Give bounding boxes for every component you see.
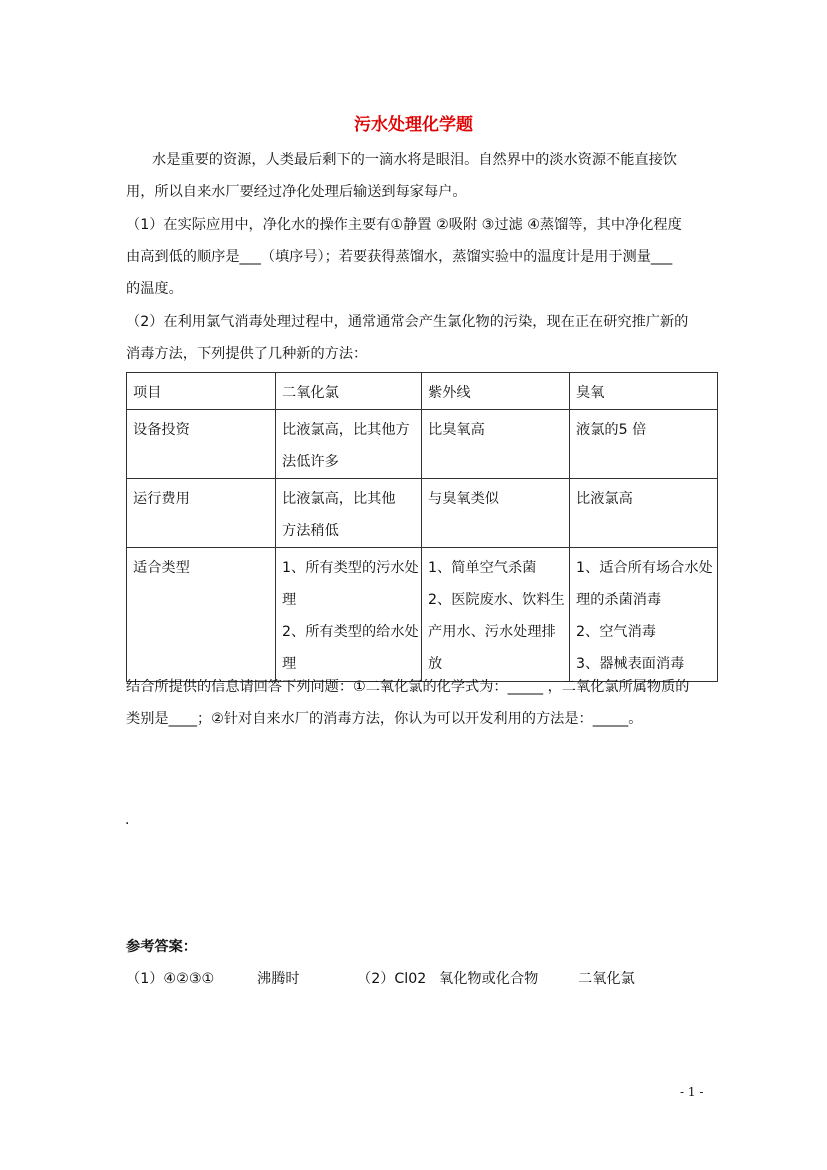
cell-text: 2、空气消毒 (576, 624, 656, 640)
question-1-line-1: （1）在实际应用中，净化水的操作主要有①静置 ②吸附 ③过滤 ④蒸馏等，其中净化程度 (126, 217, 682, 233)
intro-line-2: 用，所以自来水厂要经过净化处理后输送到每家每户。 (126, 184, 467, 200)
table-cell (570, 548, 718, 682)
table-cell (276, 479, 422, 548)
table-header-cell: 臭氧 (570, 373, 718, 410)
cell-text: 产用水、污水处理排 (428, 624, 556, 640)
table-cell (422, 548, 570, 682)
question-1-line-2: 由高到低的顺序是___（填序号）；若要获得蒸馏水，蒸馏实验中的温度计是用于测量___ (126, 249, 673, 265)
table-cell (276, 410, 422, 479)
cell-text: 放 (428, 656, 443, 672)
cell-text: 1、所有类型的污水处 (282, 560, 419, 576)
question-1-line-3: 的温度。 (126, 281, 183, 297)
cell-text: 与臭氧类似 (428, 491, 499, 507)
row-label: 设备投资 (127, 410, 276, 479)
cell-text: 1、适合所有场合水处 (576, 560, 713, 576)
cell-text: 法低许多 (282, 454, 339, 470)
question-2-line-2: 消毒方法，下列提供了几种新的方法： (126, 346, 368, 362)
stray-dot: . (125, 812, 130, 828)
cell-text: 比液氯高，比其他 (282, 491, 396, 507)
table-row (127, 548, 718, 682)
table-cell (422, 479, 570, 548)
cell-text: 2、医院废水、饮料生 (428, 592, 565, 608)
answers-heading: 参考答案： (126, 939, 197, 955)
intro-line-1: 水是重要的资源，人类最后剩下的一滴水将是眼泪。自然界中的淡水资源不能直接饮 (152, 152, 677, 168)
cell-text: 比液氯高 (576, 491, 633, 507)
answer-2-method: 二氧化氯 (578, 971, 635, 987)
cell-text: 比臭氧高 (428, 422, 485, 438)
cell-text: 理的杀菌消毒 (576, 592, 662, 608)
cell-text: 比液氯高，比其他方 (282, 422, 410, 438)
question-tail-line-2: 类别是____；②针对自来水厂的消毒方法，你认为可以开发利用的方法是：_____。 (126, 711, 643, 727)
cell-text: 1、简单空气杀菌 (428, 560, 537, 576)
table-header-cell: 二氧化氯 (276, 373, 422, 410)
question-tail-line-1: 结合所提供的信息请回答下列问题：①二氧化氯的化学式为：_____ ，二氧化氯所属物质的 (126, 679, 690, 695)
table-header-cell: 紫外线 (422, 373, 570, 410)
question-2-line-1: （2）在利用氯气消毒处理过程中，通常通常会产生氯化物的污染，现在正在研究推广新的 (126, 314, 689, 330)
table-header-cell: 项目 (127, 373, 276, 410)
table-cell (276, 548, 422, 682)
answer-2-category: 氧化物或化合物 (439, 971, 539, 987)
cell-text: 方法稍低 (282, 523, 339, 539)
page-title: 污水处理化学题 (354, 115, 473, 135)
row-label: 运行费用 (127, 479, 276, 548)
cell-text: 液氯的5 倍 (576, 422, 647, 438)
cell-text: 3、器械表面消毒 (576, 656, 685, 672)
table-cell (422, 410, 570, 479)
table-header-row (127, 373, 718, 410)
cell-text: 2、所有类型的给水处 (282, 624, 419, 640)
cell-text: 理 (282, 656, 297, 672)
table-cell (570, 410, 718, 479)
answer-1-measure: 沸腾时 (257, 971, 300, 987)
answer-1-sequence: （1）④②③① (126, 971, 215, 987)
cell-text: 理 (282, 592, 297, 608)
table-cell (570, 479, 718, 548)
answer-2-formula: （2）Cl02 (357, 971, 427, 987)
disinfection-methods-table (126, 372, 718, 682)
row-label: 适合类型 (127, 548, 276, 682)
table-row (127, 410, 718, 479)
page-number: - 1 - (680, 1085, 704, 1099)
table-row (127, 479, 718, 548)
